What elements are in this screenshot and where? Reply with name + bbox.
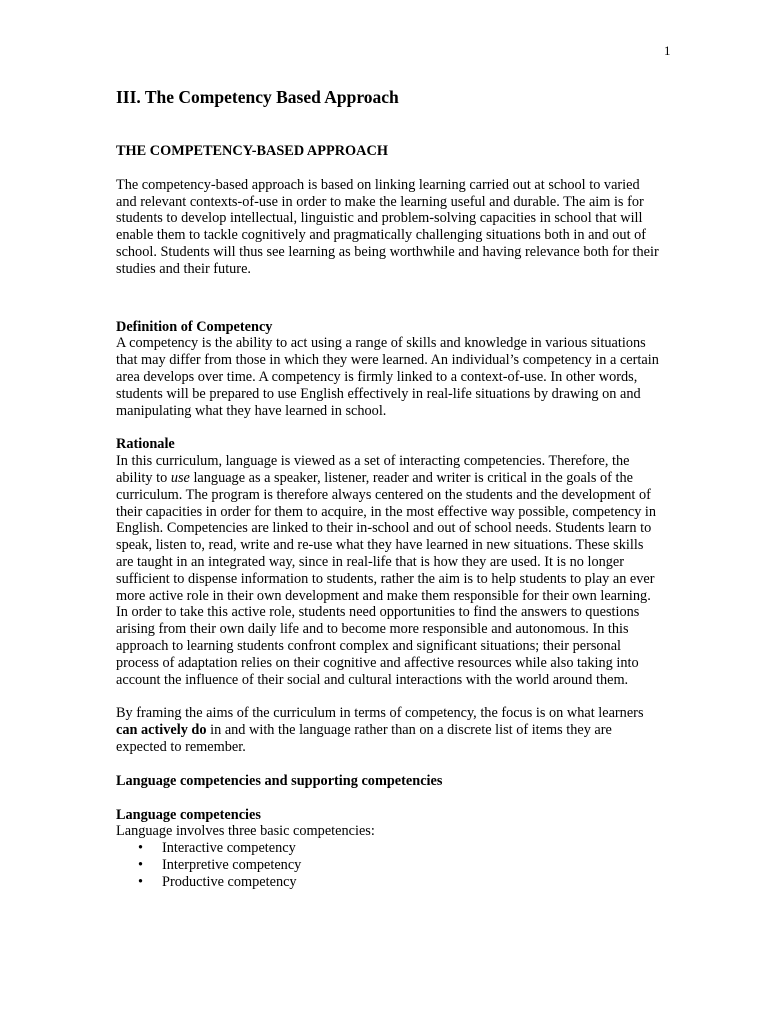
section-title: THE COMPETENCY-BASED APPROACH xyxy=(116,143,388,159)
main-title: III. The Competency Based Approach xyxy=(116,87,399,107)
language-competencies-section xyxy=(116,807,661,891)
definition-heading: Definition of Competency xyxy=(116,318,273,335)
language-support-heading: Language competencies and supporting competencies xyxy=(116,772,443,789)
rationale-text xyxy=(116,453,661,688)
definition-section xyxy=(116,319,661,420)
competency-list xyxy=(116,840,661,890)
framing-text-start: By framing the aims of the curriculum in terms of competency, the focus is on what learners xyxy=(116,705,644,722)
language-competencies-heading: Language competencies xyxy=(116,806,261,823)
framing-emphasis: can actively do xyxy=(116,722,207,739)
definition-text: A competency is the ability to act using a range of skills and knowledge in various situations that may differ from those in which they were learned. An individual’s competency in a certain area develops over time. A competency is firmly linked to a context-of-use. In other words, students will be prepared to use English effectively in real-life situations by drawing on and manipulating what they have learned in school. xyxy=(116,335,659,419)
page-number: 1 xyxy=(664,43,671,58)
rationale-text-rest: language as a speaker, listener, reader and writer is critical in the goals of the curriculum. The program is therefore always centered on the students and the development of their capacities in order for them to acquire, in the most effective way possible, competency in English. Competencies are linked to their in-school and out of school needs. Students learn to speak, listen to, read, write and re-use what they have learned in new situations. These skills are taught in an integrated way, since in real-life that is how they are used. It is no longer sufficient to dispense information to students, rather the aim is to help students to play an ever more active role in their own development and make them responsible for their own learning. In order to take this active role, students need opportunities to find the answers to questions arising from their own daily life and to become more responsible and autonomous. In this approach to learning students confront complex and significant situations; their personal process of adaptation relies on their cognitive and affective resources while also taking into account the influence of their social and cultural interactions with the world around them. xyxy=(116,469,657,688)
rationale-section xyxy=(116,436,661,688)
language-competencies-intro: Language involves three basic competencies: xyxy=(116,823,375,840)
rationale-heading: Rationale xyxy=(116,436,175,453)
rationale-text-start: In this curriculum, language is viewed as a set of interacting competencies. Therefore, the ability to xyxy=(116,453,630,486)
document-body xyxy=(116,87,661,890)
framing-paragraph xyxy=(116,705,661,755)
list-item: • Interactive competency xyxy=(138,840,661,857)
framing-text-rest: in and with the language rather than on a discrete list of items they are expected to remember. xyxy=(116,722,612,755)
list-item: • Interpretive competency xyxy=(138,857,661,874)
rationale-emphasis: use xyxy=(170,469,190,486)
intro-paragraph: The competency-based approach is based on linking learning carried out at school to varied and relevant contexts-of-use in order to make the learning useful and durable. The aim is for students to develop intellectual, linguistic and problem-solving capacities in school that will enable them to tackle cognitively and pragmatically challenging situations both in and out of school. Students will thus see learning as being worthwhile and having relevance both for their studies and their future. xyxy=(116,176,659,277)
list-item: • Productive competency xyxy=(138,874,661,891)
